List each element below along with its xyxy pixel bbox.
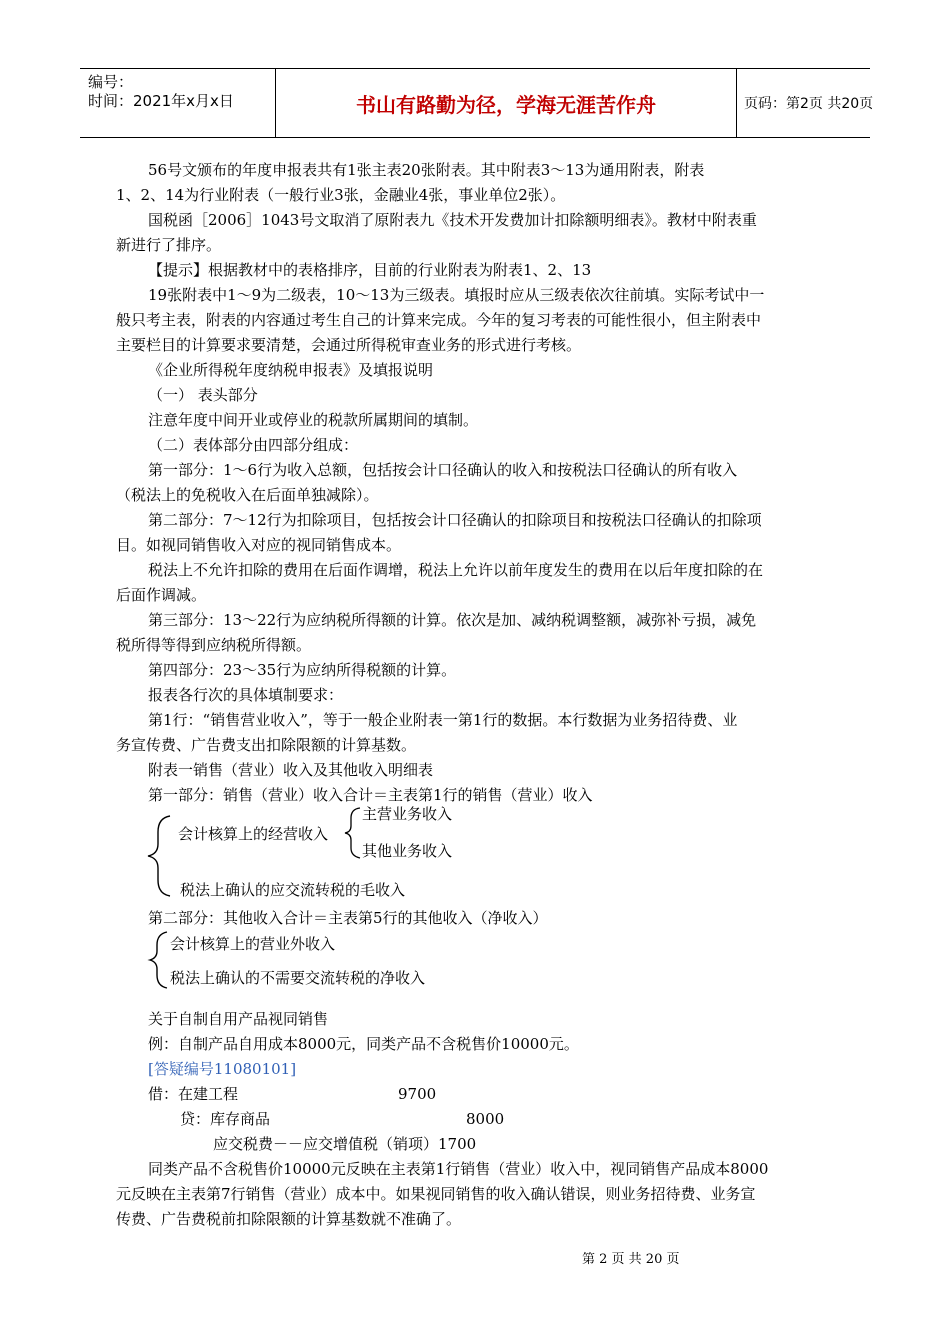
body-line: 第二部分：其他收入合计＝主表第5行的其他收入（净收入） [148,909,548,927]
body-line: 第1行：“销售营业收入”，等于一般企业附表一第1行的数据。本行数据为业务招待费、业 [148,711,738,729]
body-line: 传费、广告费税前扣除限额的计算基数就不准确了。 [116,1210,462,1228]
body-line: 般只考主表，附表的内容通过考生自己的计算来完成。今年的复习考表的可能性很小，但主附表中 [116,311,762,329]
body-line: （一） 表头部分 [148,386,258,404]
debit-amount: 9700 [398,1085,437,1103]
diagram1-right-bottom: 其他业务收入 [362,842,453,860]
body-line: 第二部分：7～12行为扣除项目，包括按会计口径确认的扣除项目和按税法口径确认的扣除项 [148,511,762,529]
time-label: 时间：2021年x月x日 [88,92,234,110]
body-line: 注意年度中间开业或停业的税款所属期间的填制。 [148,411,479,429]
body-line: 同类产品不含税售价10000元反映在主表第1行销售（营业）收入中，视同销售产品成本8000 [148,1160,769,1178]
diagram1-left-bottom: 税法上确认的应交流转税的毛收入 [180,881,406,899]
body-line: 务宣传费、广告费支出扣除限额的计算基数。 [116,736,417,754]
tip-line: 【提示】根据教材中的表格排序，目前的行业附表为附表1、2、13 [148,261,592,279]
body-line: 目。如视同销售收入对应的视同销售成本。 [116,536,402,554]
credit-amount-1: 8000 [466,1110,505,1128]
body-line: 第四部分：23～35行为应纳所得税额的计算。 [148,661,457,679]
body-line: 国税函［2006］1043号文取消了原附表九《技术开发费加计扣除额明细表》。教材中附表重 [148,211,757,229]
credit-entry-1: 贷：库存商品 [180,1110,271,1128]
body-line: 第一部分：1～6行为收入总额，包括按会计口径确认的收入和按税法口径确认的所有收入 [148,461,738,479]
body-line: 税所得等得到应纳税所得额。 [116,636,312,654]
body-line: 关于自制自用产品视同销售 [148,1010,329,1028]
credit-entry-2: 应交税费－－应交增值税（销项）1700 [213,1135,477,1153]
body-line: （二）表体部分由四部分组成： [148,436,359,454]
body-line: 第三部分：13～22行为应纳税所得额的计算。依次是加、减纳税调整额，减弥补亏损，减免 [148,611,757,629]
diagram2-bottom: 税法上确认的不需要交流转税的净收入 [170,969,426,987]
header-slogan: 书山有路勤为径，学海无涯苦作舟 [276,69,737,137]
diagram2-top: 会计核算上的营业外收入 [170,935,336,953]
diagram1-right-top: 主营业务收入 [362,805,453,823]
answer-ref-link[interactable]: [答疑编号11080101] [148,1060,297,1078]
page-footer: 第 2 页 共 20 页 [582,1252,680,1267]
body-line: 主要栏目的计算要求要清楚，会通过所得税审查业务的形式进行考核。 [116,336,582,354]
body-line: 56号文颁布的年度申报表共有1张主表20张附表。其中附表3～13为通用附表，附表 [148,161,705,179]
brace-large [148,816,170,896]
brace-small [345,808,360,858]
body-line: 报表各行次的具体填制要求： [148,686,344,704]
body-line: 例：自制产品自用成本8000元，同类产品不含税售价10000元。 [148,1035,579,1053]
brace-second [150,932,167,988]
body-line: 税法上不允许扣除的费用在后面作调增，税法上允许以前年度发生的费用在以后年度扣除的在 [148,561,764,579]
body-line: 附表一销售（营业）收入及其他收入明细表 [148,761,434,779]
diagram1-left-top: 会计核算上的经营收入 [178,825,329,843]
body-line: 19张附表中1～9为二级表，10～13为三级表。填报时应从三级表依次往前填。实际考试中一 [148,286,765,304]
section-title: 《企业所得税年度纳税申报表》及填报说明 [148,361,434,379]
body-line: 1、2、14为行业附表（一般行业3张，金融业4张，事业单位2张）。 [116,186,566,204]
body-line: （税法上的免税收入在后面单独减除）。 [116,486,379,504]
body-line: 元反映在主表第7行销售（营业）成本中。如果视同销售的收入确认错误，则业务招待费、业务宣 [116,1185,756,1203]
body-line: 第一部分：销售（营业）收入合计＝主表第1行的销售（营业）收入 [148,786,593,804]
body-line: 新进行了排序。 [116,236,222,254]
header-page-label: 页码：第2页 共20页 [744,96,874,112]
debit-entry: 借：在建工程 [148,1085,239,1103]
number-label: 编号： [88,73,134,91]
body-line: 后面作调减。 [116,586,207,604]
